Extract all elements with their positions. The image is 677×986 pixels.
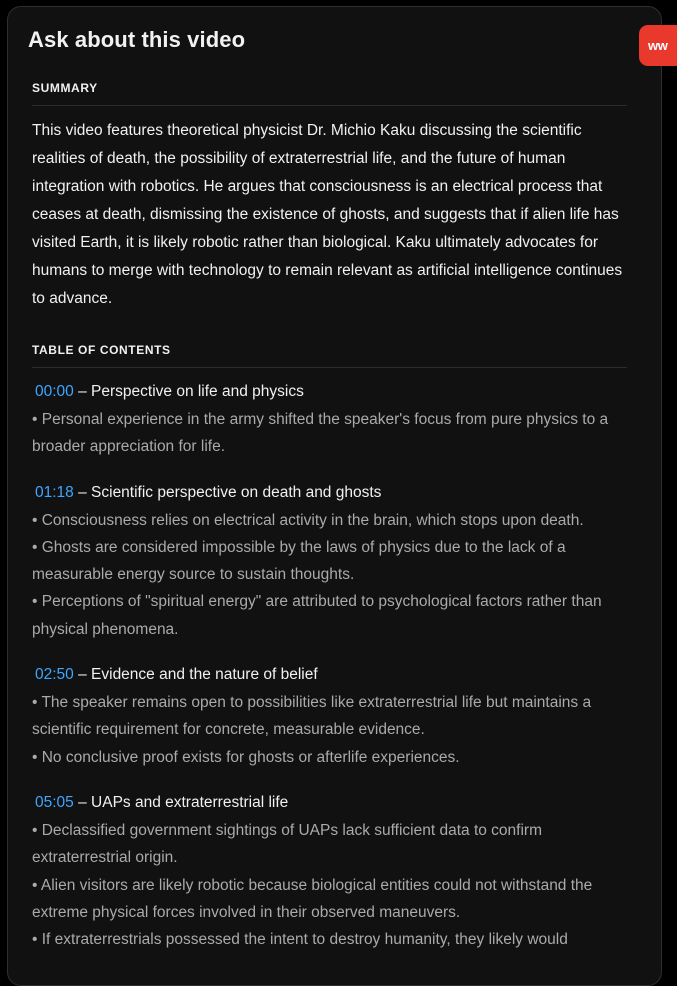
toc-list: [32, 378, 632, 971]
timestamp-link[interactable]: 02:50: [35, 666, 74, 684]
toc-bullet: • No conclusive proof exists for ghosts or afterlife experiences.: [32, 748, 460, 766]
toc-entry-header: [32, 661, 632, 689]
toc-separator: –: [73, 483, 92, 501]
panel-title: Ask about this video: [28, 27, 246, 52]
toc-bullet: • Ghosts are considered impossible by the laws of physics due to the lack of a measurable energy source to sustain thoughts.: [32, 538, 566, 584]
toc-entry: [32, 479, 632, 643]
ask-about-video-panel: [7, 6, 662, 986]
toc-separator: –: [73, 666, 92, 684]
toc-entry-header: [32, 789, 632, 817]
summary-heading: SUMMARY: [32, 81, 98, 95]
toc-separator: –: [73, 383, 92, 400]
toc-bullet: • If extraterrestrials possessed the intent to destroy humanity, they likely would: [32, 931, 568, 949]
toc-bullet: • Declassified government sightings of UAPs lack sufficient data to confirm extraterrestrial origin.: [32, 821, 542, 867]
timestamp-link[interactable]: 01:18: [35, 483, 74, 501]
toc-divider: [32, 367, 627, 368]
toc-entry: [32, 661, 632, 771]
toc-bullet: • Perceptions of "spiritual energy" are attributed to psychological factors rather than physical phenomena.: [32, 593, 602, 638]
toc-entry-title: Evidence and the nature of belief: [91, 666, 318, 684]
timestamp-link[interactable]: 05:05: [35, 793, 74, 811]
toc-bullet: • Personal experience in the army shifted the speaker's focus from pure physics to a broader appreciation for life.: [32, 411, 609, 456]
timestamp-link[interactable]: 00:00: [35, 383, 74, 400]
summary-divider: [32, 105, 627, 106]
toc-entry-title: UAPs and extraterrestrial life: [91, 793, 289, 811]
edge-extension-badge[interactable]: ww: [639, 25, 677, 66]
toc-entry: [32, 789, 632, 953]
toc-entry-title: Perspective on life and physics: [91, 383, 304, 400]
toc-bullet: • Alien visitors are likely robotic because biological entities could not withstand the extreme physical forces involved in their observed maneuvers.: [32, 876, 593, 921]
toc-entry: [32, 378, 632, 461]
toc-bullet: • Consciousness relies on electrical activity in the brain, which stops upon death.: [32, 511, 584, 529]
toc-entry-header: [32, 479, 632, 507]
toc-entry-title: Scientific perspective on death and ghosts: [91, 483, 382, 501]
toc-heading: TABLE OF CONTENTS: [32, 343, 171, 357]
toc-entry-header: [32, 378, 632, 406]
toc-bullet: • The speaker remains open to possibilities like extraterrestrial life but maintains a scientific requirement for concrete, measurable evidence.: [32, 694, 592, 739]
summary-text: This video features theoretical physicist Dr. Michio Kaku discussing the scientific realities of death, the possibility of extraterrestrial life, and the future of human integration with robotics. He argues that consciousness is an electrical process that ceases at death, dismissing the existence of ghosts, and suggests that if alien life has visited Earth, it is likely robotic rather than biological. Kaku ultimately advocates for humans to merge with technology to remain relevant as artificial intelligence continues to advance.: [32, 122, 623, 307]
toc-separator: –: [73, 793, 92, 811]
